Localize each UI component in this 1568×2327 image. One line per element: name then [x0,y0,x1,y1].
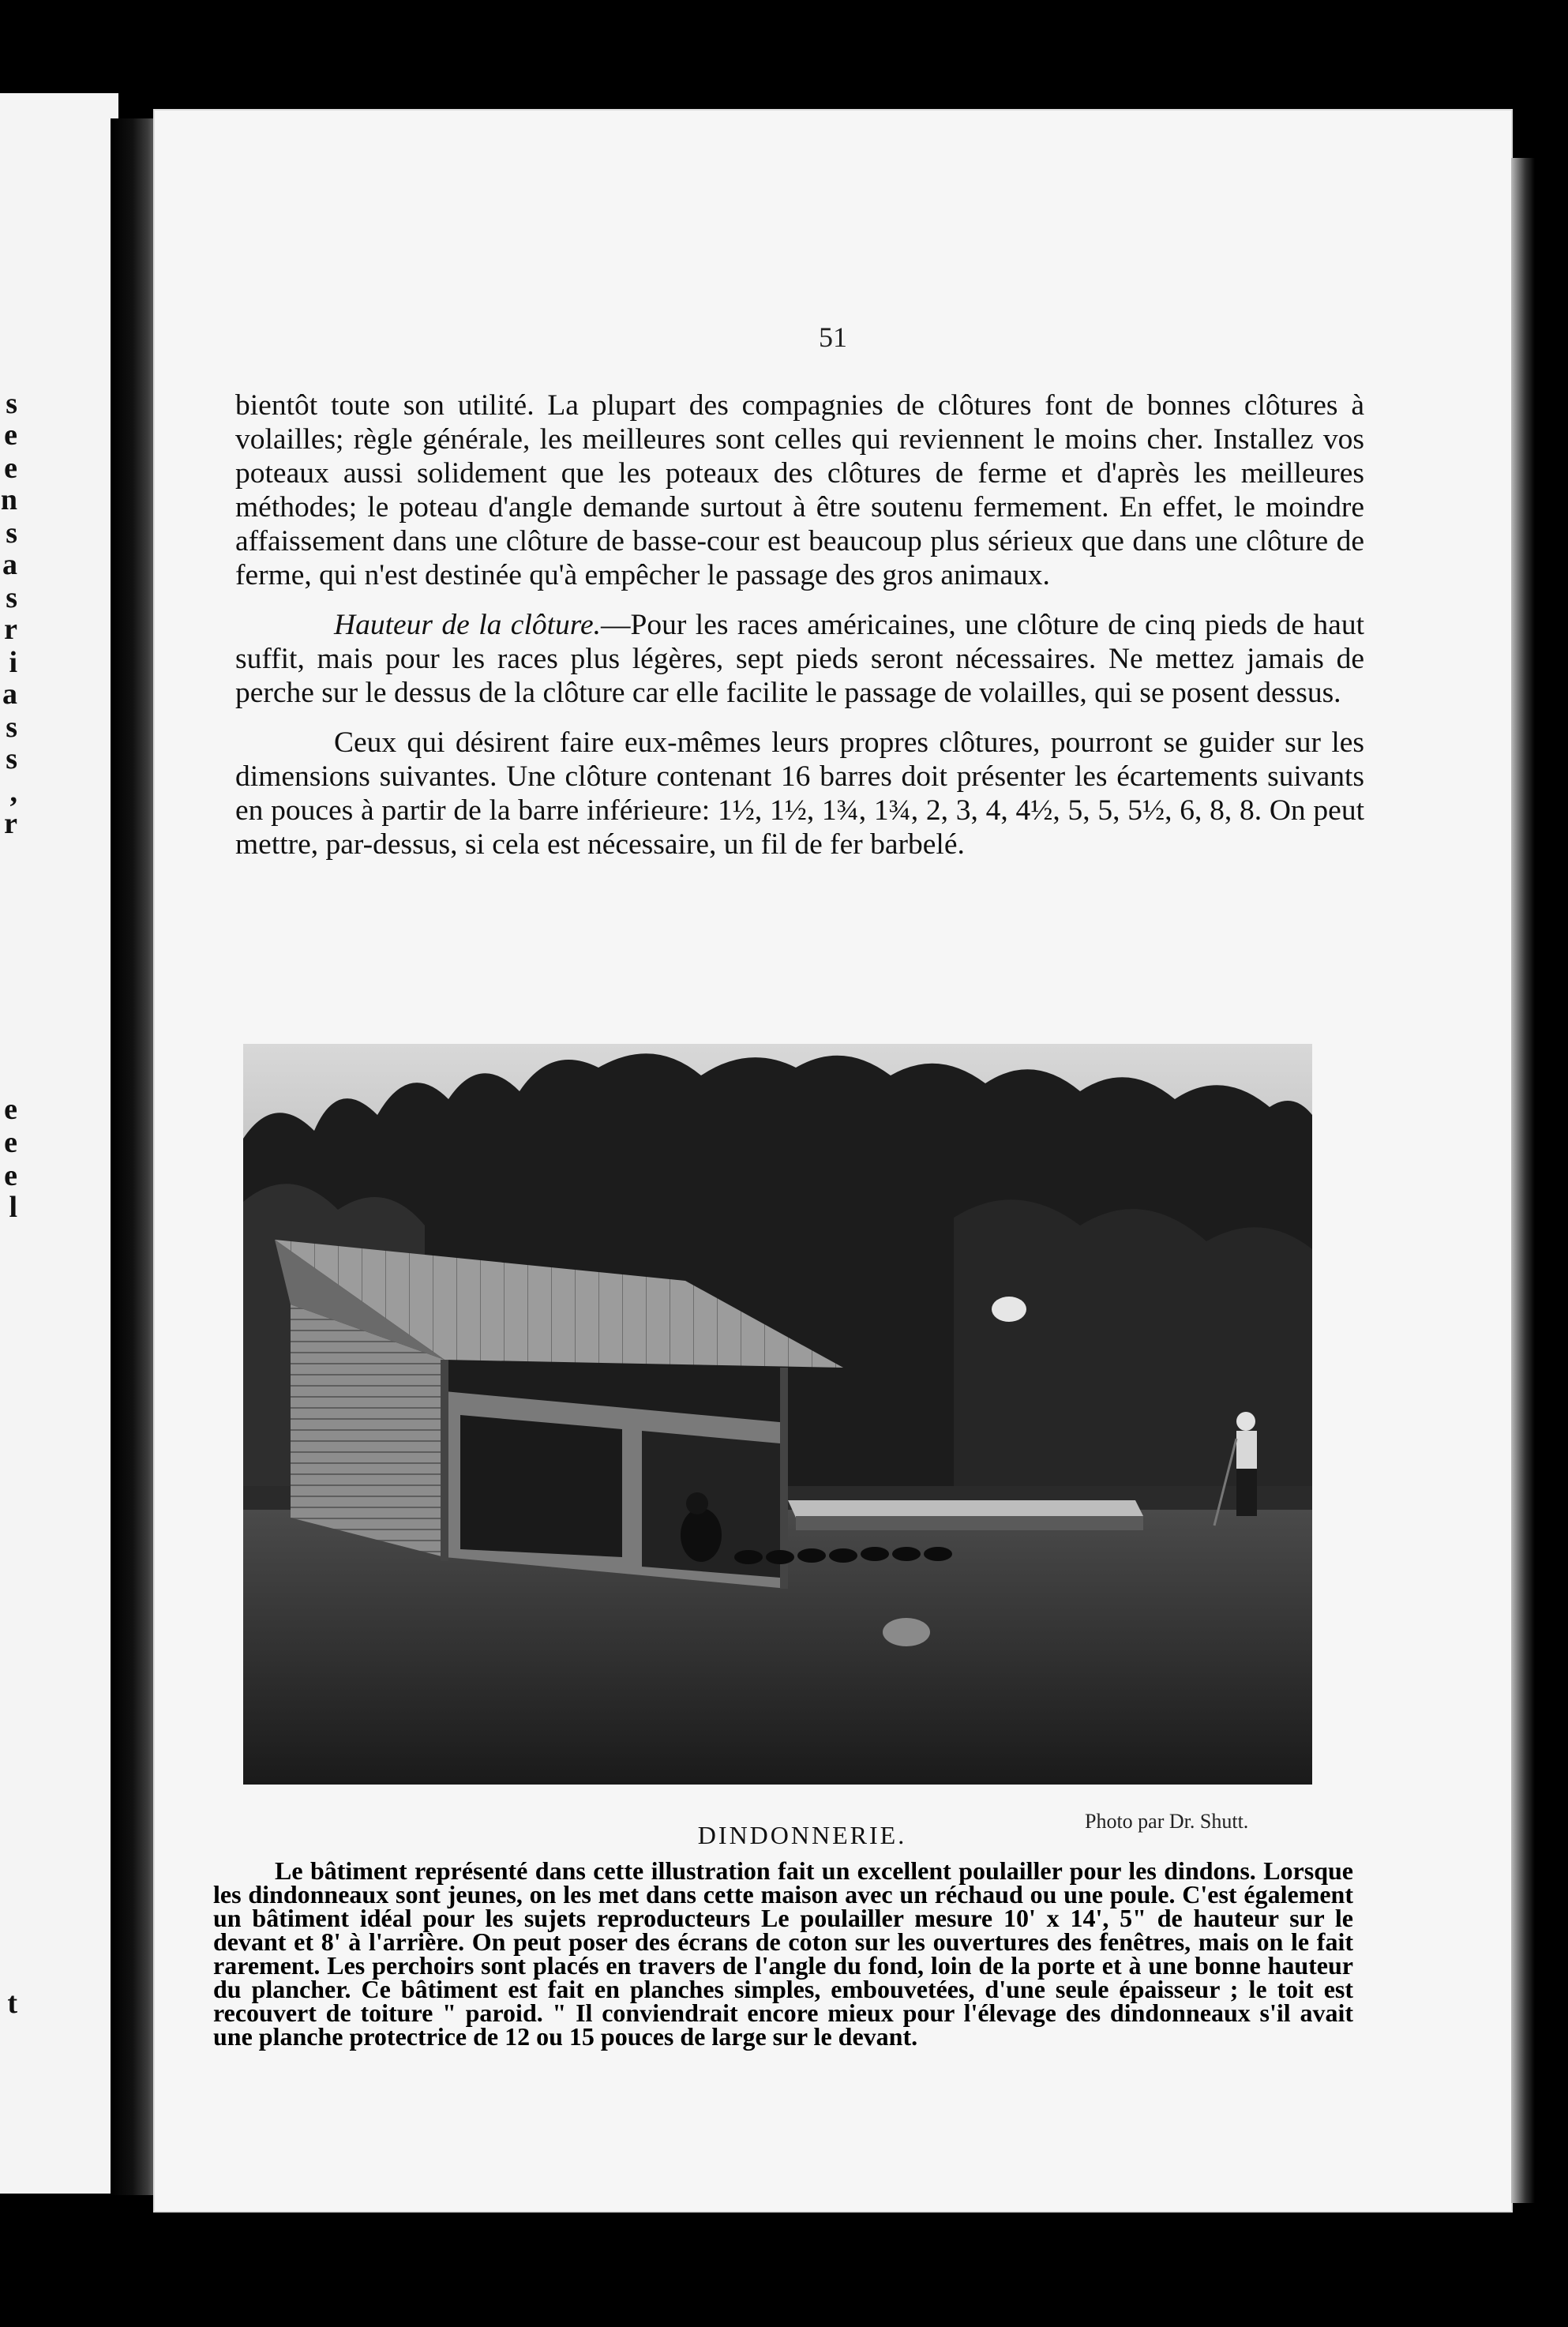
left-page-fragment: r [4,613,17,646]
left-page-fragment: e [4,1126,17,1159]
left-page-fragment: s [6,387,17,420]
left-page-edge [0,93,118,2194]
left-page-fragment: s [6,516,17,550]
left-page-fragment: , [9,775,17,809]
left-page-fragment: s [6,742,17,775]
section-heading: Hauteur de la clôture. [334,609,602,641]
left-page-fragment: i [9,646,17,679]
paragraph-text: —Pour les races américaines, une clôture de cinq pieds de haut suffit, mais pour les races plus légères, sept pieds seront nécessaires. Ne mettez jamais de perche sur le dessus de la clôture car elle facilite le passage de volailles, qui se posent dessus. [235,609,1364,709]
left-page-fragment: e [4,418,17,452]
left-page-fragment: r [4,807,17,840]
photograph-turkey-house [243,1044,1312,1785]
figure-caption-title: DINDONNERIE. [697,1821,907,1849]
paragraph-fence-dimensions [235,726,1364,861]
page-number: 51 [819,321,847,353]
left-page-fragment: a [2,548,17,581]
left-page-fragment: e [4,452,17,485]
left-page-fragment: a [2,677,17,711]
paragraph-text: bientôt toute son utilité. La plupart des compagnies de clôtures font de bonnes clôtures à volailles; règle générale, les meilleures sont celles qui reviennent le moins cher. Installez vos poteaux aussi solidement que les poteaux des clôtures de ferme et d'après les meilleures méthodes; le poteau d'angle demande surtout à être soutenu fermement. En effet, le moindre affaissement dans une clôture de basse-cour est beaucoup plus sérieux que dans une clôture de ferme, qui n'est destinée qu'à empêcher le passage des gros animaux. [235,389,1364,591]
left-page-fragment: s [6,711,17,744]
paragraph-text: Ceux qui désirent faire eux-mêmes leurs propres clôtures, pourront se guider sur les dimensions suivantes. Une clôture contenant 16 barres doit présenter les écartements suivants en pouces à partir de la barre inférieure: 1½, 1½, 1¾, 1¾, 2, 3, 4, 4½, 5, 5, 5½, 6, 8, 8. On peut mettre, par-dessus, si cela est nécessaire, un fil de fer barbelé. [235,726,1364,861]
page-right-edge [1511,158,1535,2203]
photograph-illustration [243,1044,1312,1785]
book-page [155,111,1511,2211]
photo-credit: Photo par Dr. Shutt. [1085,1810,1249,1833]
paragraph-fence-height [235,608,1364,710]
left-page-fragment: e [4,1093,17,1126]
left-page-fragment: l [9,1191,17,1224]
paragraph-fences [235,388,1364,592]
left-page-fragment: t [7,1987,17,2020]
book-gutter [111,118,159,2195]
left-page-fragment: n [0,483,17,516]
figure-caption-text [213,1856,1353,2051]
left-page-fragment: e [4,1159,17,1192]
caption-paragraph: Le bâtiment représenté dans cette illustration fait un excellent poulailler pour les dindons. Lorsque les dindonneaux sont jeunes, on les met dans cette maison avec un réchaud ou une poule. C'est également un bâtiment idéal pour les sujets reproducteurs Le poulailler mesure 10' x 14', 5" de hauteur sur le devant et 8' à l'arrière. On peut poser des écrans de coton sur les ouvertures des fenêtres, mais on le fait rarement. Les perchoirs sont placés en travers de l'angle du fond, loin de la porte et à une bonne hauteur du plancher. Ce bâtiment est fait en planches simples, embouvetées, d'une seule épaisseur ; le toit est recouvert de toiture " paroid. " Il conviendrait encore mieux pour l'élevage des dindonneaux s'il avait une planche protectrice de 12 ou 15 pouces de large sur le devant. [213,1856,1353,2051]
left-page-fragment: s [6,581,17,614]
body-text [235,388,1364,861]
